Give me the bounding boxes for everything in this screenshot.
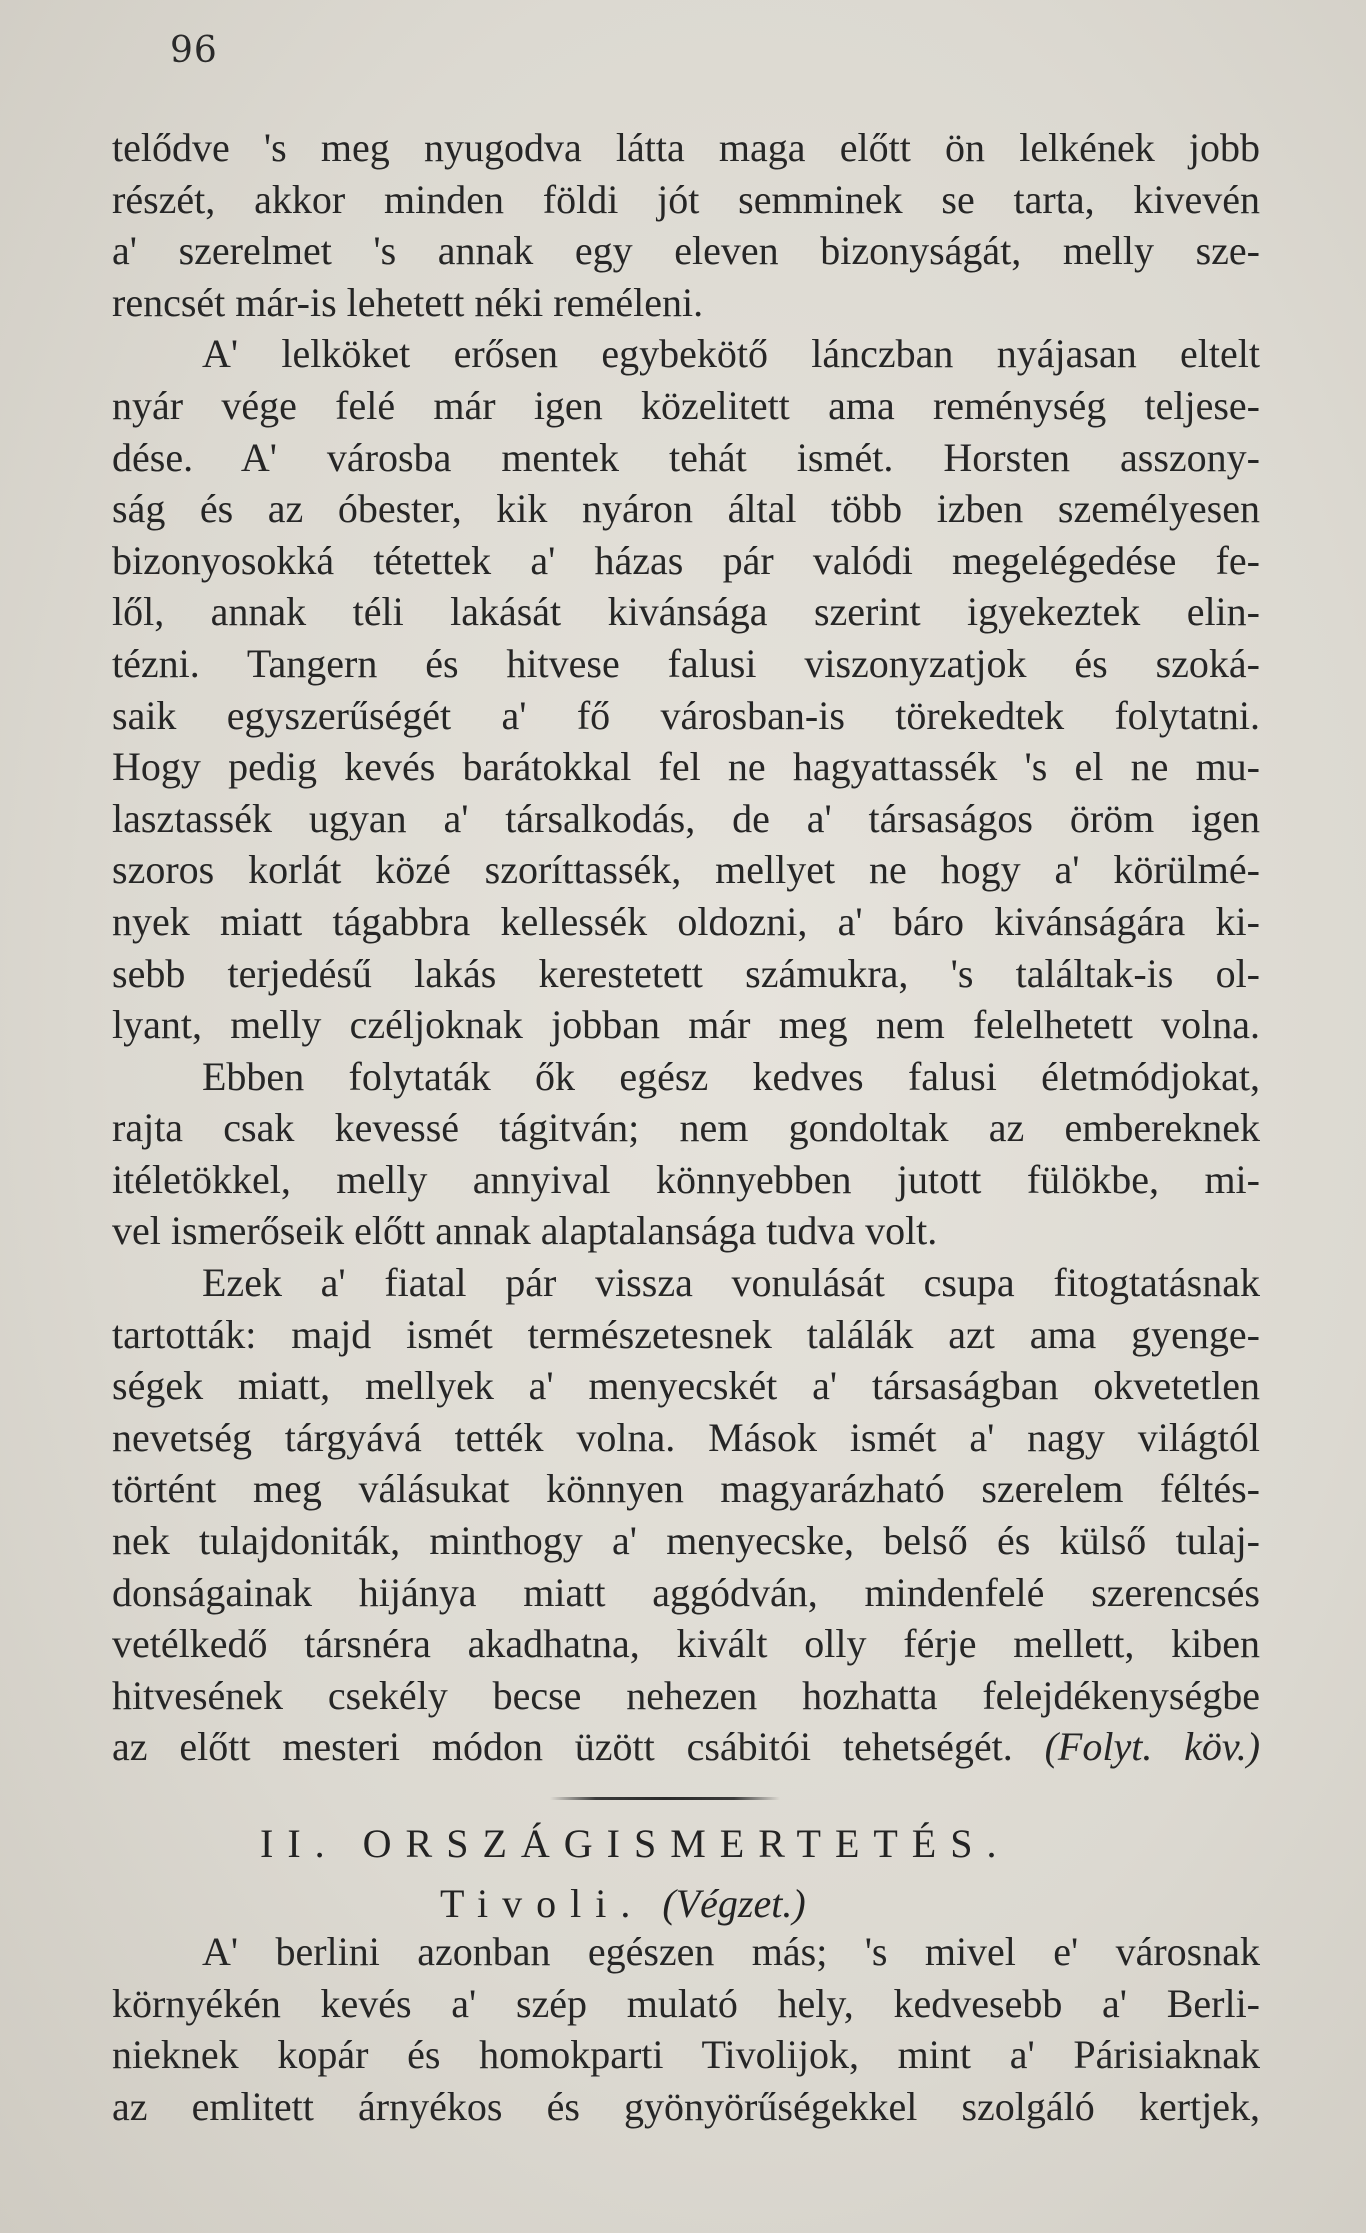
text-line: A' berlini azonban egészen más; 's mivel e' városnak: [202, 1929, 1260, 1974]
text-line: Hogy pedig kevés barátokkal fel ne hagyattassék 's el ne mu-: [112, 744, 1260, 790]
main-paragraph: [112, 122, 1260, 1773]
second-paragraph: [112, 1926, 1260, 2132]
sub-heading-note: (Végzet.): [662, 1881, 806, 1926]
section-divider: [550, 1797, 780, 1800]
text-line: itéletökkel, melly annyival könnyebben jutott fülökbe, mi-: [112, 1156, 1260, 1202]
text-line: bizonyosokká tétettek a' házas pár valódi megelégedése fe-: [112, 537, 1260, 583]
text-line: történt meg válásukat könnyen magyarázható szerelem féltés-: [112, 1466, 1260, 1512]
text-line: részét, akkor minden földi jót semminek se tarta, kivevén: [112, 176, 1260, 222]
text-line: nieknek kopár és homokparti Tivolijok, mint a' Párisiaknak: [112, 2032, 1260, 2078]
text-line: hitvesének csekély becse nehezen hozhatta felejdékenységbe: [112, 1672, 1260, 1718]
text-line: sebb terjedésű lakás kerestetett számukra, 's találtak-is ol-: [112, 950, 1260, 996]
text-line: telődve 's meg nyugodva látta maga előtt ön lelkének jobb: [112, 125, 1260, 170]
text-line: környékén kevés a' szép mulató hely, kedvesebb a' Berli-: [112, 1980, 1260, 2026]
text-line: A' lelköket erősen egybekötő lánczban nyájasan eltelt: [202, 331, 1260, 377]
text-line: nevetség tárgyává tették volna. Mások ismét a' nagy világtól: [112, 1414, 1260, 1460]
page-number: 96: [170, 30, 218, 71]
text-line: tartották: majd ismét természetesnek találák azt ama gyenge-: [112, 1311, 1260, 1357]
text-line: lől, annak téli lakását kivánsága szerint igyekeztek elin-: [112, 589, 1260, 635]
continued-note: (Folyt. köv.): [1044, 1724, 1260, 1770]
text-line: az emlitett árnyékos és gyönyörűségekkel szolgáló kertjek,: [112, 2083, 1260, 2129]
text-line: nek tulajdoniták, minthogy a' menyecske, belső és külső tulaj-: [112, 1518, 1260, 1564]
text-line: vel ismerőseik előtt annak alaptalansága tudva volt.: [112, 1208, 938, 1254]
text-line: rajta csak kevessé tágitván; nem gondoltak az embereknek: [112, 1105, 1260, 1151]
sub-heading-title: Tivoli.: [440, 1881, 645, 1926]
text-line-last: [112, 1721, 1260, 1773]
text-line: vetélkedő társnéra akadhatna, kivált olly férje mellett, kiben: [112, 1621, 1260, 1667]
sub-heading: [440, 1880, 1040, 1927]
text-line: rencsét már-is lehetett néki reméleni.: [112, 279, 704, 325]
text-line: Ezek a' fiatal pár vissza vonulását csupa fitogtatásnak: [202, 1260, 1260, 1306]
text-line: ság és az óbester, kik nyáron által több izben személyesen: [112, 486, 1260, 532]
text-line: dése. A' városba mentek tehát ismét. Horsten asszony-: [112, 434, 1260, 480]
text-line: ségek miatt, mellyek a' menyecskét a' társaságban okvetetlen: [112, 1363, 1260, 1409]
text-line: nyár vége felé már igen közelitett ama reménység teljese-: [112, 382, 1260, 428]
text-line: donságainak hijánya miatt aggódván, mindenfelé szerencsés: [112, 1569, 1260, 1615]
text-line: saik egyszerűségét a' fő városban-is törekedtek folytatni.: [112, 692, 1260, 738]
text-line: a' szerelmet 's annak egy eleven bizonyságát, melly sze-: [112, 228, 1260, 274]
text-line: lyant, melly czéljoknak jobban már meg nem felelhetett volna.: [112, 1002, 1260, 1048]
section-heading: II. ORSZÁGISMERTETÉS.: [260, 1821, 1011, 1866]
text-line: lasztassék ugyan a' társalkodás, de a' társaságos öröm igen: [112, 795, 1260, 841]
text-line-content: az előtt mesteri módon üzött csábitói tehetségét.: [112, 1724, 1013, 1770]
text-line: szoros korlát közé szoríttassék, mellyet ne hogy a' körülmé-: [112, 847, 1260, 893]
text-line: nyek miatt tágabbra kellessék oldozni, a' báro kivánságára ki-: [112, 898, 1260, 944]
text-line: Ebben folytaták ők egész kedves falusi életmódjokat,: [202, 1053, 1260, 1099]
text-line: tézni. Tangern és hitvese falusi viszonyzatjok és szoká-: [112, 640, 1260, 686]
